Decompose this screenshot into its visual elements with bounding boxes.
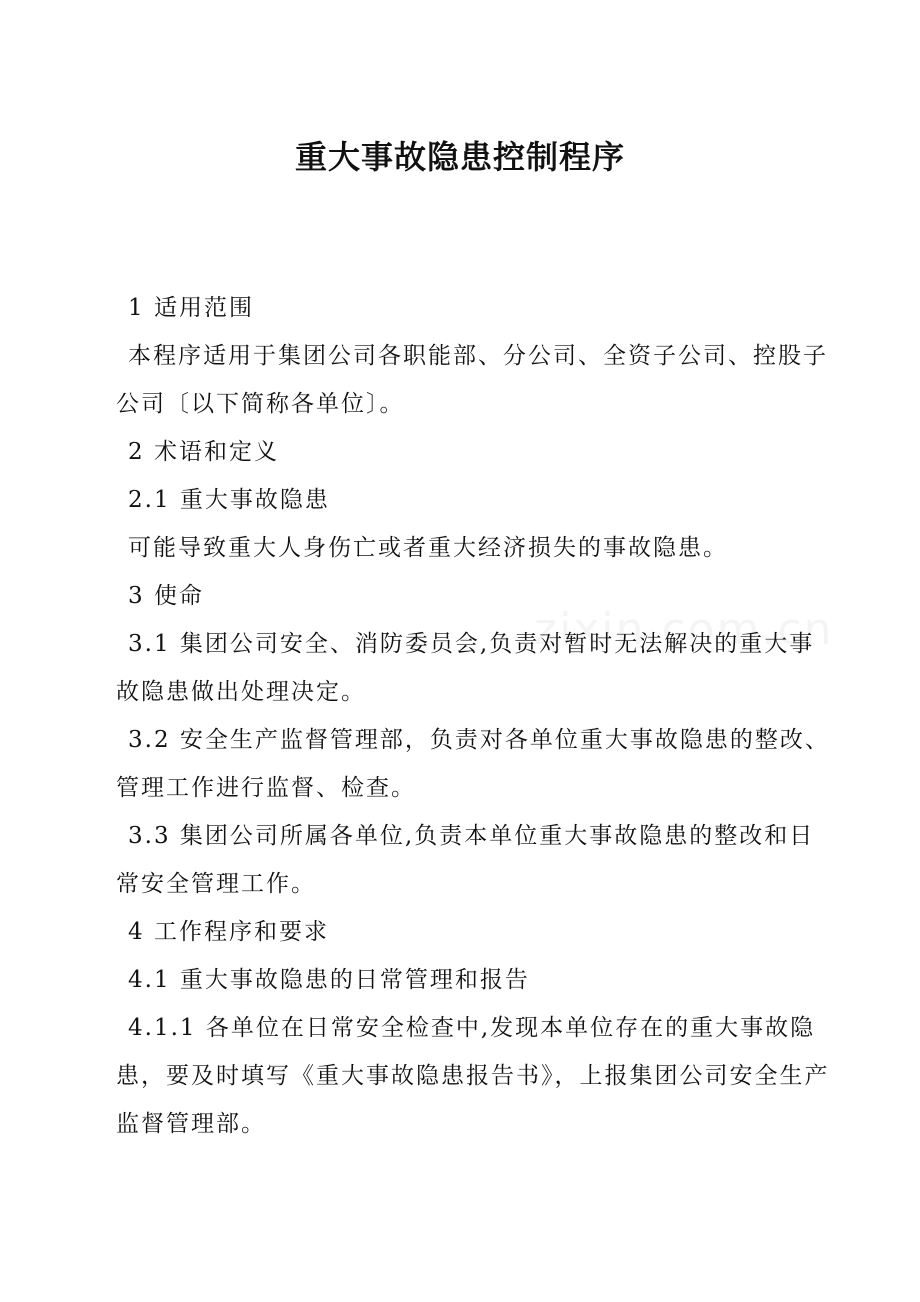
paragraph-line: 管理工作进行监督、检查。 bbox=[116, 775, 416, 801]
paragraph-line: 常安全管理工作。 bbox=[116, 871, 316, 897]
section-heading: 4 工作程序和要求 bbox=[128, 919, 329, 945]
paragraph-line: 可能导致重大人身伤亡或者重大经济损失的事故隐患。 bbox=[128, 535, 728, 561]
paragraph-line: 监督管理部。 bbox=[116, 1111, 266, 1137]
section-heading: 3 使命 bbox=[128, 583, 204, 609]
subsection-heading: 2.1 重大事故隐患 bbox=[128, 487, 330, 513]
paragraph-line: 患，要及时填写《重大事故隐患报告书》，上报集团公司安全生产 bbox=[116, 1063, 830, 1089]
section-heading: 2 术语和定义 bbox=[128, 439, 279, 465]
subsection-heading: 4.1 重大事故隐患的日常管理和报告 bbox=[128, 967, 530, 993]
paragraph-line: 4.1.1 各单位在日常安全检查中,发现本单位存在的重大事故隐 bbox=[128, 1015, 816, 1041]
document-body bbox=[116, 284, 836, 1148]
section-heading: 1 适用范围 bbox=[128, 295, 254, 321]
paragraph-line: 3.1 集团公司安全、消防委员会,负责对暂时无法解决的重大事 bbox=[128, 631, 815, 657]
paragraph-line: 故隐患做出处理决定。 bbox=[116, 679, 366, 705]
paragraph-line: 公司〔以下简称各单位〕。 bbox=[116, 391, 405, 417]
paragraph-line: 本程序适用于集团公司各职能部、分公司、全资子公司、控股子 bbox=[128, 343, 828, 369]
document-title: 重大事故隐患控制程序 bbox=[294, 138, 625, 176]
paragraph-line: 3.3 集团公司所属各单位,负责本单位重大事故隐患的整改和日 bbox=[128, 823, 815, 849]
paragraph-line: 3.2 安全生产监督管理部，负责对各单位重大事故隐患的整改、 bbox=[128, 727, 830, 753]
